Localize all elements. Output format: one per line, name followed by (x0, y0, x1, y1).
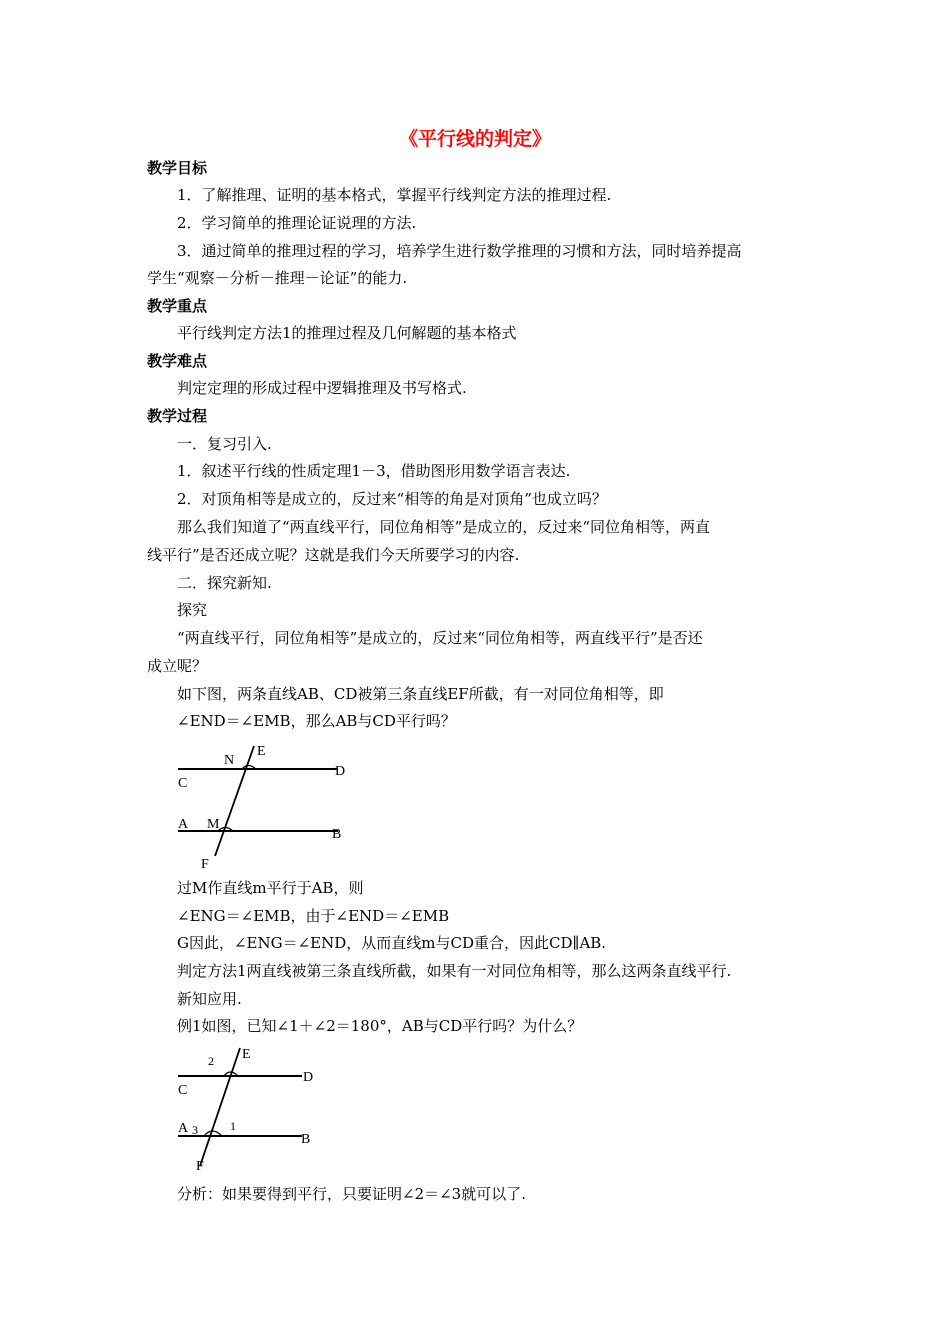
fig1-label-a: A (178, 817, 189, 832)
proof-line: 过M作直线m平行于AB，则 (177, 879, 364, 897)
process-line: 探究 (177, 601, 208, 619)
key-points-text: 平行线判定方法1的推理过程及几何解题的基本格式 (177, 324, 517, 342)
fig2-label-f: F (196, 1159, 204, 1174)
process-line: “两直线平行，同位角相等”是成立的，反过来“同位角相等，两直线平行”是否还 (177, 629, 703, 647)
proof-line: G因此，∠ENG＝∠END，从而直线m与CD重合，因此CD∥AB. (177, 934, 607, 952)
goal-item-2: 2．学习简单的推理论证说理的方法. (177, 214, 417, 232)
fig2-label-a: A (178, 1121, 189, 1136)
process-line: 2．对顶角相等是成立的，反过来“相等的角是对顶角”也成立吗？ (177, 490, 607, 508)
heading-difficulties: 教学难点 (147, 352, 208, 370)
fig2-label-1: 1 (230, 1119, 236, 1133)
fig2-label-c: C (178, 1083, 188, 1098)
fig2-label-e: E (242, 1047, 251, 1062)
fig1-label-e: E (257, 744, 266, 759)
example-1: 例1如图，已知∠1＋∠2＝180°，AB与CD平行吗？为什么？ (177, 1017, 583, 1035)
fig2-label-b: B (301, 1132, 311, 1147)
goal-item-1: 1．了解推理、证明的基本格式，掌握平行线判定方法的推理过程. (177, 186, 612, 204)
fig1-label-d: D (335, 764, 346, 779)
fig1-label-n: N (224, 753, 235, 768)
process-line: 1．叙述平行线的性质定理1－3，借助图形用数学语言表达. (177, 462, 571, 480)
process-line: ∠END＝∠EMB，那么AB与CD平行吗？ (177, 712, 456, 730)
process-line: 一．复习引入. (177, 435, 272, 453)
fig1-label-m: M (207, 817, 220, 832)
figure-parallel-lines-2 (170, 1044, 330, 1174)
process-line: 成立呢？ (147, 657, 208, 675)
heading-teaching-goals: 教学目标 (147, 159, 208, 177)
process-line: 如下图，两条直线AB、CD被第三条直线EF所截，有一对同位角相等，即 (177, 685, 664, 703)
fig1-label-f: F (201, 857, 209, 872)
process-line: 二．探究新知. (177, 574, 272, 592)
theorem-line: 判定方法1两直线被第三条直线所截，如果有一对同位角相等，那么这两条直线平行. (177, 962, 732, 980)
fig2-label-3: 3 (192, 1123, 198, 1137)
heading-key-points: 教学重点 (147, 297, 208, 315)
goal-item-3-cont: 学生“观察－分析－推理－论证”的能力. (147, 269, 408, 287)
analysis-line: 分析：如果要得到平行，只要证明∠2＝∠3就可以了. (177, 1185, 526, 1203)
goal-item-3: 3．通过简单的推理过程的学习，培养学生进行数学推理的习惯和方法，同时培养提高 (177, 242, 742, 260)
fig1-label-c: C (178, 776, 188, 791)
proof-line: ∠ENG＝∠EMB，由于∠END＝∠EMB (177, 907, 450, 925)
heading-process: 教学过程 (147, 407, 208, 425)
application-heading: 新知应用. (177, 990, 242, 1008)
fig2-label-d: D (303, 1070, 314, 1085)
fig1-label-b: B (332, 827, 342, 842)
page-title: 《平行线的判定》 (398, 128, 551, 150)
process-line: 线平行”是否还成立呢？这就是我们今天所要学习的内容. (147, 546, 520, 564)
difficulties-text: 判定定理的形成过程中逻辑推理及书写格式. (177, 379, 467, 397)
figure-parallel-lines-1 (170, 738, 360, 873)
process-line: 那么我们知道了“两直线平行，同位角相等”是成立的，反过来“同位角相等，两直 (177, 518, 711, 536)
fig2-label-2: 2 (208, 1054, 214, 1068)
